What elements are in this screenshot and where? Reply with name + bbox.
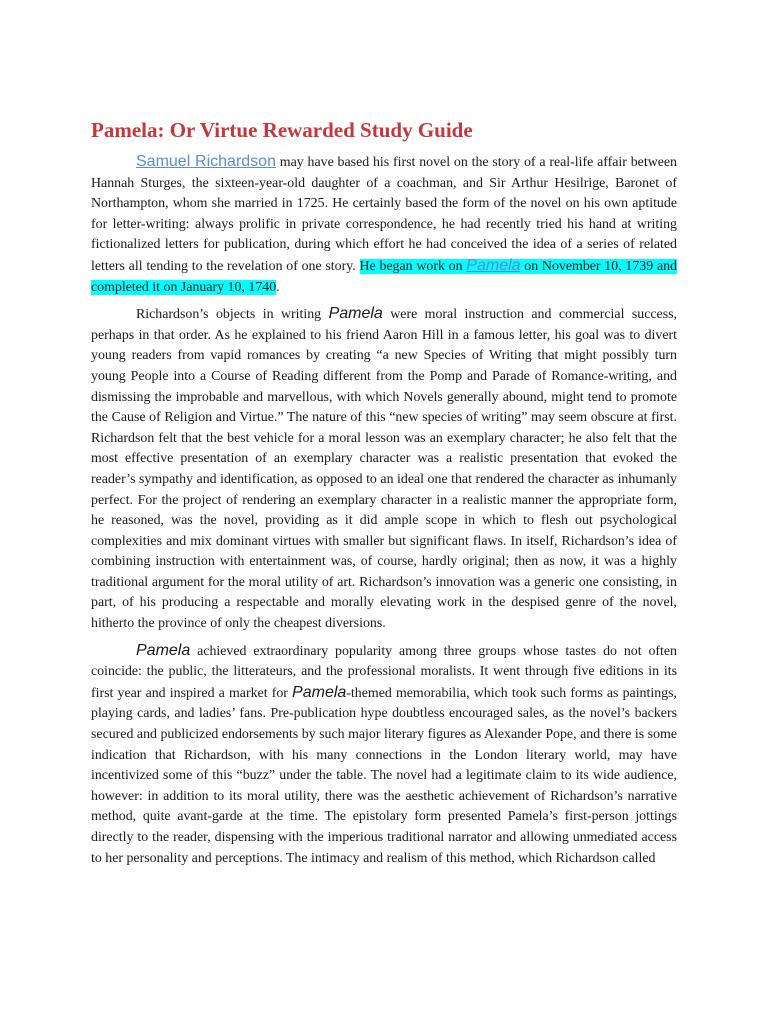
paragraph-3 xyxy=(91,641,677,870)
author-link[interactable]: Samuel Richardson xyxy=(136,153,276,170)
pamela-italic: Pamela xyxy=(292,683,347,701)
pamela-italic: Pamela xyxy=(136,641,191,659)
paragraph-3-text-b: -themed memorabilia, which took such forms as paintings, playing cards, and ladies’ fans. Pre-publication hype doubtless encouraged sales, as the novel’s backers secured and publicized endorsements by such major literary figures as Alexander Pope, and there is some indication that Richardson, with his many connections in the London literary world, may have incentivized some of this “buzz” under the table. The novel had a legitimate claim to its wide audience, however: in addition to its moral utility, there was the aesthetic achievement of Richardson’s narrative method, quite avant-garde at the time. The epistolary form presented Pamela’s first-person jottings directly to the reader, dispensing with the imperious traditional narrator and allowing unmediated access to her personality and perceptions. The intimacy and realism of this method, which Richardson called xyxy=(91,685,677,866)
pamela-link[interactable]: Pamela xyxy=(466,256,521,274)
paragraph-1-text: may have based his first novel on the story of a real-life affair between Hannah Sturges, the sixteen-year-old daughter of a coachman, and Sir Arthur Hesilrige, Baronet of Northampton, whom she married in 1725. He certainly based the form of the novel on his own aptitude for letter-writing: always prolific in private correspondence, he had recently tried his hand at writing fictionalized letters for publication, during which effort he had conceived the idea of a series of related letters all tending to the revelation of one story. xyxy=(91,155,678,274)
document-page xyxy=(91,110,677,875)
document-title: Pamela: Or Virtue Rewarded Study Guide xyxy=(91,118,473,142)
pamela-italic: Pamela xyxy=(328,305,383,323)
paragraph-2-text-a: Richardson’s objects in writing xyxy=(136,307,329,323)
paragraph-1 xyxy=(91,152,677,298)
paragraph-1-end: . xyxy=(276,279,280,295)
paragraph-2-text-b: were moral instruction and commercial success, perhaps in that order. As he explained to his friend Aaron Hill in a famous letter, his goal was to divert young readers from vapid romances by creating “a new Species of Writing that might possibly turn young People into a Course of Reading different from the Pomp and Parade of Romance-writing, and dismissing the improbable and marvellous, with which Novels generally abound, might tend to promote the Cause of Religion and Virtue.” The nature of this “new species of writing” may seem obscure at first. Richardson felt that the best vehicle for a moral lesson was an exemplary character; he also felt that the most effective presentation of an exemplary character was a realistic presentation that evoked the reader’s sympathy and identification, as opposed to an ideal one that rendered the character as inhumanly perfect. For the project of rendering an exemplary character in a realistic manner the appropriate form, he reasoned, was the novel, providing as it did ample scope in which to flesh out psychological complexities and mix dominant virtues with smaller but significant flaws. In itself, Richardson’s idea of combining instruction with entertainment was, of course, hardly original; then as now, it was a highly traditional argument for the moral utility of art. Richardson’s innovation was a generic one consisting, in part, of his producing a respectable and morally elevating work in the despised genre of the novel, hitherto the province of only the cheapest diversions. xyxy=(91,307,677,632)
paragraph-2 xyxy=(91,304,677,635)
paragraph-3-text-a: achieved extraordinary popularity among three groups whose tastes do not often coincide: the public, the litterateurs, and the professional moralists. It went through five editions in its first year and inspired a market for xyxy=(91,643,677,701)
highlight-after: on November 10, 1739 and completed it on January 10, 1740 xyxy=(91,258,677,295)
highlight-before: He began work on xyxy=(359,258,467,274)
